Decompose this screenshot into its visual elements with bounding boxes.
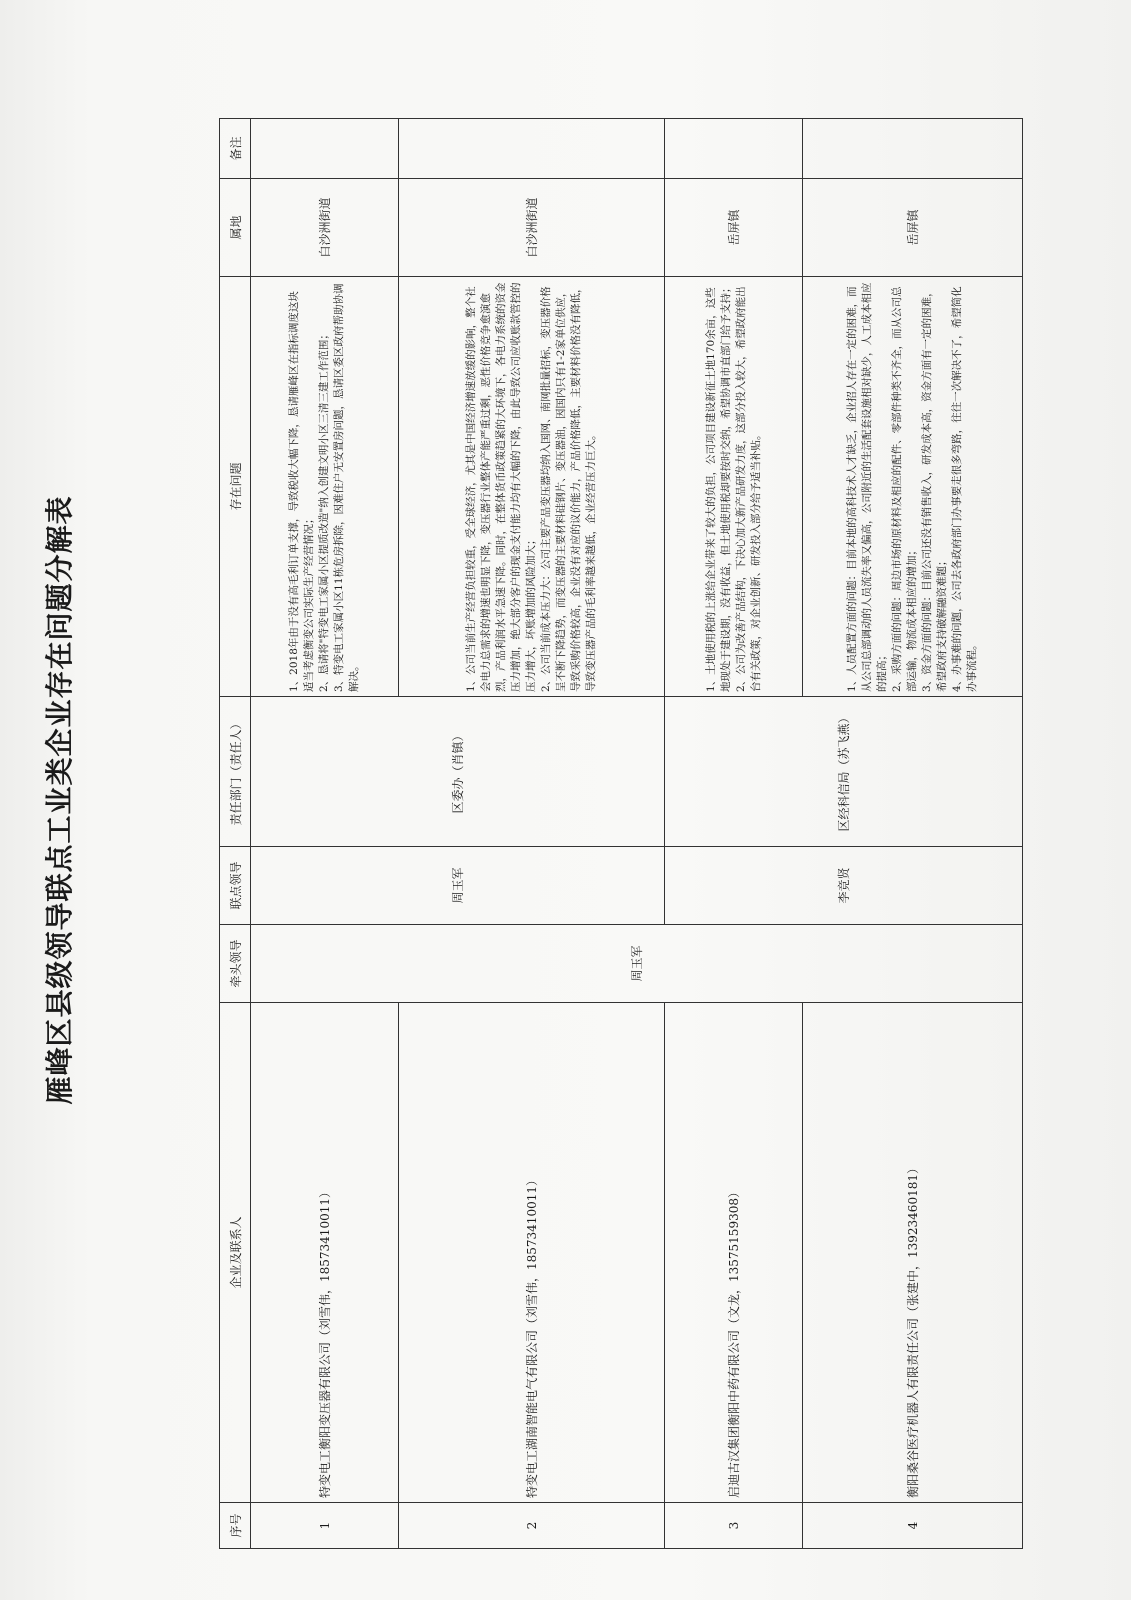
issue-item: 1、2018年由于没有高毛利订单支撑，导致税收大幅下降，恳请雁峰区在指标调度这块适当考虑衡变公司实际生产经营情况； — [288, 291, 315, 692]
issue-item: 3、特变电工家属小区11栋危房拆除，因难住户无安置房问题，恳请区委区政府帮助协调解决。 — [333, 283, 360, 692]
row-company: 衡阳桑谷医疗机器人有限责任公司（张建中，13923460181） — [803, 1003, 1023, 1503]
issue-item: 1、人员配置方面的问题：目前本地的高科技术人才缺乏，企业招人存在一定的困难，而从公司总部调动的人员流失率又偏高，公司附近的生活配套设施相对缺少，人工成本相应的提高； — [846, 282, 888, 692]
liaison-leader-cell: 李竞贤 — [665, 847, 1023, 925]
page-title: 雁峰区县级领导联点工业类企业存在问题分解表 — [43, 495, 76, 1105]
row-seq: 3 — [665, 1503, 803, 1549]
issue-item: 1、土地使用税的上涨给企业带来了较大的负担，公司项目建设新征土地170余亩，这些地现处于建设期，没有收益，但土地使用税却要按时交纳，希望协调市直部门给予支持； — [704, 282, 732, 692]
remark-cell — [251, 119, 399, 179]
issues-cell — [251, 277, 399, 697]
location-cell: 白沙洲街道 — [399, 179, 665, 277]
remark-cell — [803, 119, 1023, 179]
issue-item: 2、公司当前成本压力大：公司主要产品变压器均纳入国网、南网批量招标，变压器价格呈不断下降趋势，而变压器的主要材料硅钢片、变压器油，因国内只有1-2家单位供应，导致采购价格较高，企业没有对应的议价能力，产品价格降低，主要材料价格没有降低，导致变压器产品的毛利率越来越低，企业经营压力巨大。 — [540, 282, 597, 692]
header-dept: 责任部门（责任人） — [220, 697, 251, 847]
row-company: 特变电工衡阳变压器有限公司（刘雪伟，18573410011） — [251, 1003, 399, 1503]
table-row — [665, 119, 803, 1549]
header-issues: 存在问题 — [220, 277, 251, 697]
remark-cell — [665, 119, 803, 179]
table-header-row — [220, 119, 251, 1549]
issue-item: 1、公司当前生产经营负担较重，受全球经济，尤其是中国经济增速放缓的影响，整个社会电力总需求的增速也明显下降，变压器行业整体产能严重过剩，恶性价格竞争愈演愈烈，产品利润水平急速下降。同时，在整体货币政策趋紧的大环境下，各电力系统的资金压力增加，绝大部分客户的现金支付能力均有大幅的下降，由此导致公司应收账款管控的压力增大，坏账增加的风险加大； — [465, 282, 537, 692]
issue-item: 2、公司为改善产品结构，下决心加大新产品研发力度，这部分投入较大，希望政府能出台有关政策，对企业创新、研发投入部分给予适当补贴。 — [734, 286, 762, 692]
table-row — [251, 119, 399, 1549]
location-cell: 岳屏镇 — [803, 179, 1023, 277]
issue-item: 3、资金方面的问题：目前公司还没有销售收入，研发成本高，资金方面有一定的困难，希望政府支持破解融资难题； — [921, 286, 948, 692]
row-company: 启迪古汉集团衡阳中药有限公司（文龙，13575159308） — [665, 1003, 803, 1503]
header-seq: 序号 — [220, 1503, 251, 1549]
header-location: 属地 — [220, 179, 251, 277]
header-lead-leader: 牵头领导 — [220, 925, 251, 1003]
row-company: 特变电工湖南智能电气有限公司（刘雪伟，18573410011） — [399, 1003, 665, 1503]
dept-cell: 区经科信局（苏飞燕） — [665, 697, 1023, 847]
header-liaison-leader: 联点领导 — [220, 847, 251, 925]
issue-item: 2、采购方面的问题：周边市场的原材料及相应的配件、零部件种类不齐全，而从公司总部运输，物流成本相应的增加； — [891, 286, 918, 692]
issues-cell — [665, 277, 803, 697]
remark-cell — [399, 119, 665, 179]
location-cell: 白沙洲街道 — [251, 179, 399, 277]
lead-leader-cell: 周玉军 — [251, 925, 1023, 1003]
issue-item: 4、办事难的问题，公司去各政府部门办事要走很多弯路，往往一次解决不了，希望简化办事流程。 — [951, 286, 978, 692]
liaison-leader-cell: 周玉军 — [251, 847, 665, 925]
issues-cell — [803, 277, 1023, 697]
dept-cell: 区委办（肖镇） — [251, 697, 665, 847]
issue-item: 2、恳请将"特变电工家属小区提质改造"纳入创建文明小区三清三建工作范围； — [318, 329, 330, 692]
row-seq: 4 — [803, 1503, 1023, 1549]
location-cell: 岳屏镇 — [665, 179, 803, 277]
row-seq: 2 — [399, 1503, 665, 1549]
rotated-table-wrapper — [219, 119, 1019, 1549]
problem-table — [219, 118, 1023, 1549]
row-seq: 1 — [251, 1503, 399, 1549]
issues-cell — [399, 277, 665, 697]
header-company: 企业及联系人 — [220, 1003, 251, 1503]
header-remark: 备注 — [220, 119, 251, 179]
